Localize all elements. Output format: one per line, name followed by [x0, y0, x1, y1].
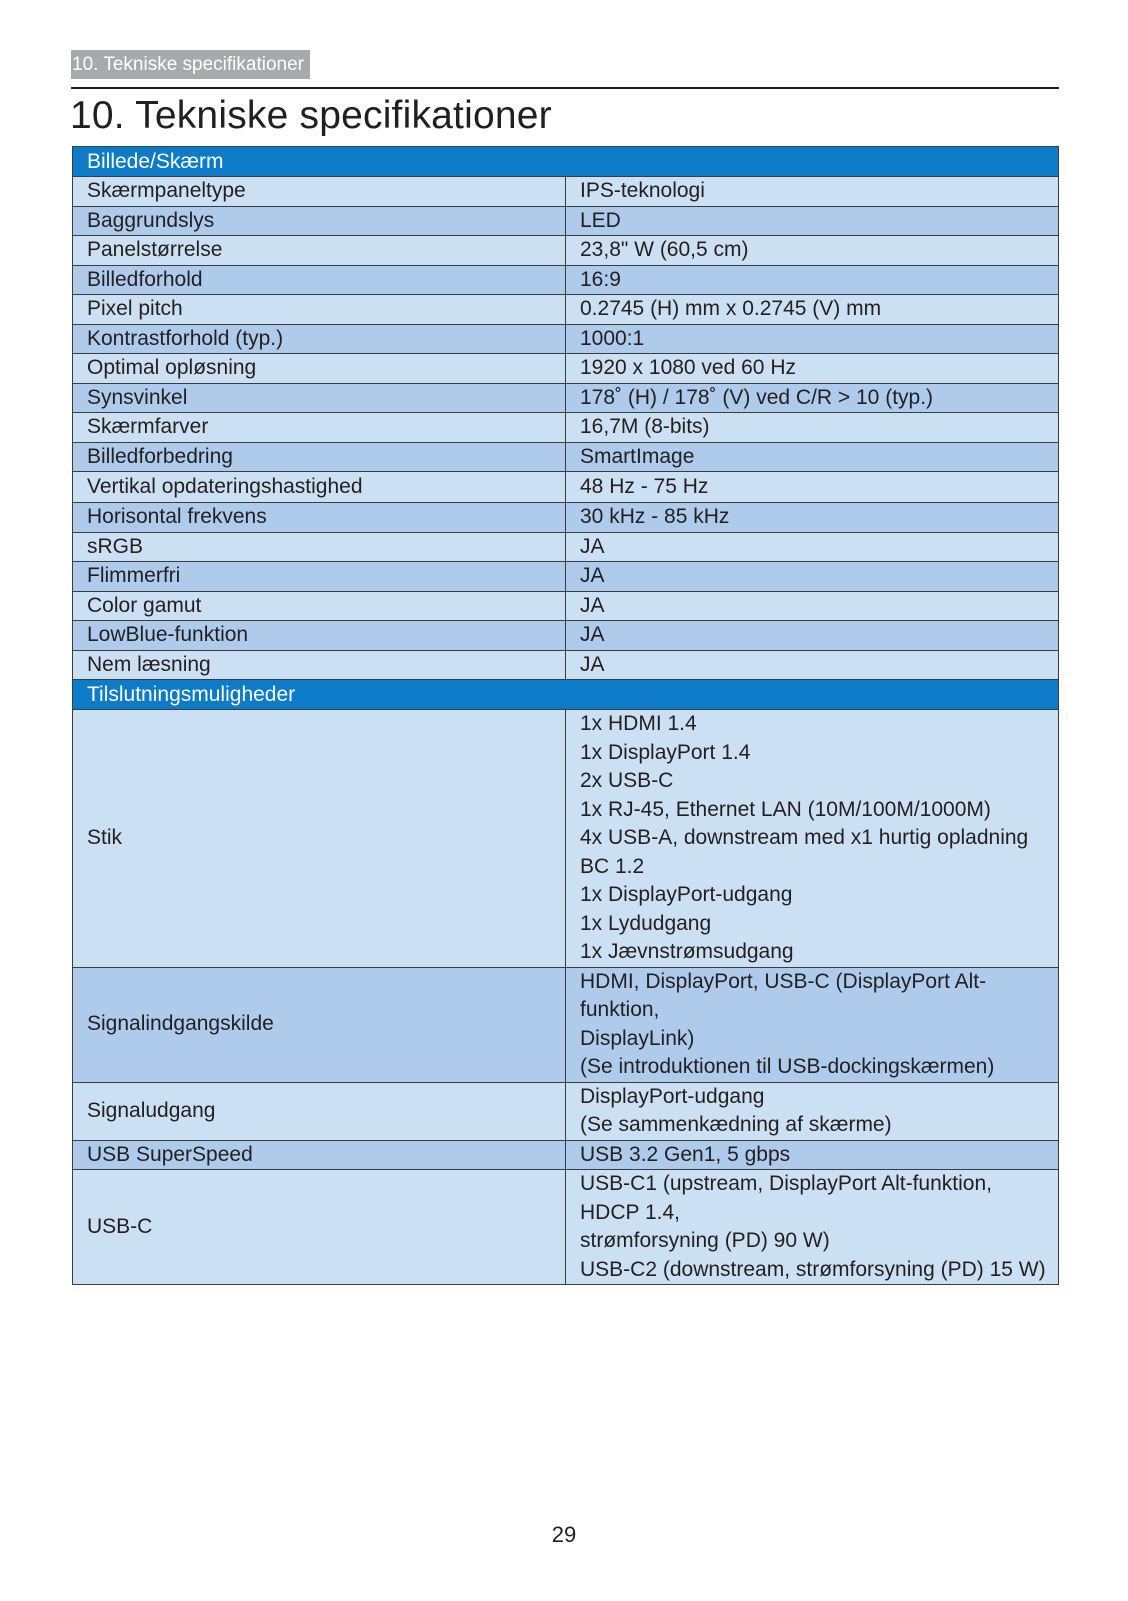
value-line: strømforsyning (PD) 90 W): [580, 1229, 830, 1252]
spec-value-list: [566, 967, 1059, 1082]
spec-value: LED: [566, 206, 1059, 236]
connector-line: 2x USB-C: [580, 769, 674, 792]
spec-value: 48 Hz - 75 Hz: [566, 472, 1059, 503]
spec-label: Skærmpaneltype: [73, 177, 566, 207]
spec-label: Optimal opløsning: [73, 354, 566, 384]
spec-row-flicker-free: [73, 562, 1059, 592]
section-header-display: [73, 147, 1059, 177]
spec-row-panel-size: [73, 236, 1059, 266]
connector-line: 1x DisplayPort 1.4: [580, 740, 751, 764]
spec-label: Baggrundslys: [73, 206, 566, 236]
value-line: (Se sammenkædning af skærme): [580, 1113, 892, 1136]
spec-label: Billedforbedring: [73, 442, 566, 472]
spec-row-resolution: [73, 354, 1059, 384]
spec-row-connectors: [73, 710, 1059, 968]
value-line: USB-C2 (downstream, strømforsyning (PD) 15 W): [580, 1257, 1046, 1281]
spec-row-viewing-angle: [73, 383, 1059, 413]
spec-label: sRGB: [73, 532, 566, 562]
spec-row-srgb: [73, 532, 1059, 562]
spec-row-contrast: [73, 324, 1059, 354]
spec-row-backlight: [73, 206, 1059, 236]
connector-line: 1x DisplayPort-udgang: [580, 883, 793, 906]
spec-row-usb-c: [73, 1170, 1059, 1285]
spec-label: Billedforhold: [73, 265, 566, 295]
spec-row-horizontal-frequency: [73, 503, 1059, 533]
running-header: 10. Tekniske specifikationer: [71, 50, 310, 79]
spec-row-aspect-ratio: [73, 265, 1059, 295]
spec-value: 178˚ (H) / 178˚ (V) ved C/R > 10 (typ.): [566, 383, 1059, 413]
spec-value: 23,8" W (60,5 cm): [566, 236, 1059, 266]
value-line: DisplayLink): [580, 1026, 695, 1050]
spec-label: Skærmfarver: [73, 413, 566, 443]
section-title: Billede/Skærm: [73, 147, 1059, 177]
spec-row-pixel-pitch: [73, 295, 1059, 325]
spec-value: 1000:1: [566, 324, 1059, 354]
spec-label: LowBlue-funktion: [73, 621, 566, 651]
spec-label: Signalindgangskilde: [73, 967, 566, 1082]
header-divider: [71, 87, 1059, 89]
spec-value: JA: [566, 532, 1059, 562]
spec-label: Signaludgang: [73, 1082, 566, 1140]
spec-value: IPS-teknologi: [566, 177, 1059, 207]
value-line: (Se introduktionen til USB-dockingskærmen): [580, 1055, 995, 1078]
spec-value: 1920 x 1080 ved 60 Hz: [566, 354, 1059, 384]
spec-table: [72, 146, 1059, 1285]
spec-value-list: [566, 1170, 1059, 1285]
value-line: DisplayPort-udgang: [580, 1084, 765, 1108]
spec-row-lowblue: [73, 621, 1059, 651]
spec-row-signal-output: [73, 1082, 1059, 1140]
page-number: 29: [551, 1522, 577, 1547]
spec-value: JA: [566, 650, 1059, 680]
spec-value: 0.2745 (H) mm x 0.2745 (V) mm: [566, 295, 1059, 325]
value-line: HDMI, DisplayPort, USB-C (DisplayPort Alt-funktion,: [580, 969, 987, 1021]
spec-row-colors: [73, 413, 1059, 443]
spec-row-usb-superspeed: [73, 1140, 1059, 1170]
connector-line: 1x Jævnstrømsudgang: [580, 940, 794, 963]
spec-label: Flimmerfri: [73, 562, 566, 592]
connector-line: 1x Lydudgang: [580, 911, 712, 935]
spec-value: 16:9: [566, 265, 1059, 295]
spec-label: Stik: [73, 710, 566, 968]
spec-row-signal-input: [73, 967, 1059, 1082]
spec-row-color-gamut: [73, 591, 1059, 621]
connector-line: 4x USB-A, downstream med x1 hurtig opladning BC 1.2: [580, 826, 1029, 878]
page-title: 10. Tekniske specifikationer: [70, 94, 552, 137]
section-header-connectivity: [73, 680, 1059, 710]
spec-value: SmartImage: [566, 442, 1059, 472]
connector-line: 1x RJ-45, Ethernet LAN (10M/100M/1000M): [580, 797, 991, 821]
spec-row-image-enhancement: [73, 442, 1059, 472]
value-line: USB-C1 (upstream, DisplayPort Alt-funktion, HDCP 1.4,: [580, 1172, 992, 1224]
connector-line: 1x HDMI 1.4: [580, 712, 697, 735]
spec-value-list: [566, 710, 1059, 968]
spec-label: USB-C: [73, 1170, 566, 1285]
spec-value: 16,7M (8-bits): [566, 413, 1059, 443]
spec-value: JA: [566, 621, 1059, 651]
spec-label: USB SuperSpeed: [73, 1140, 566, 1170]
spec-label: Pixel pitch: [73, 295, 566, 325]
spec-value: USB 3.2 Gen1, 5 gbps: [566, 1140, 1059, 1170]
spec-label: Color gamut: [73, 591, 566, 621]
spec-value: JA: [566, 591, 1059, 621]
spec-value-list: [566, 1082, 1059, 1140]
spec-row-panel-type: [73, 177, 1059, 207]
spec-label: Horisontal frekvens: [73, 503, 566, 533]
spec-label: Vertikal opdateringshastighed: [73, 472, 566, 503]
spec-label: Synsvinkel: [73, 383, 566, 413]
section-title: Tilslutningsmuligheder: [73, 680, 1059, 710]
spec-value: JA: [566, 562, 1059, 592]
spec-label: Kontrastforhold (typ.): [73, 324, 566, 354]
spec-label: Panelstørrelse: [73, 236, 566, 266]
spec-row-easy-read: [73, 650, 1059, 680]
spec-row-vertical-refresh: [73, 472, 1059, 503]
spec-value: 30 kHz - 85 kHz: [566, 503, 1059, 533]
spec-label: Nem læsning: [73, 650, 566, 680]
